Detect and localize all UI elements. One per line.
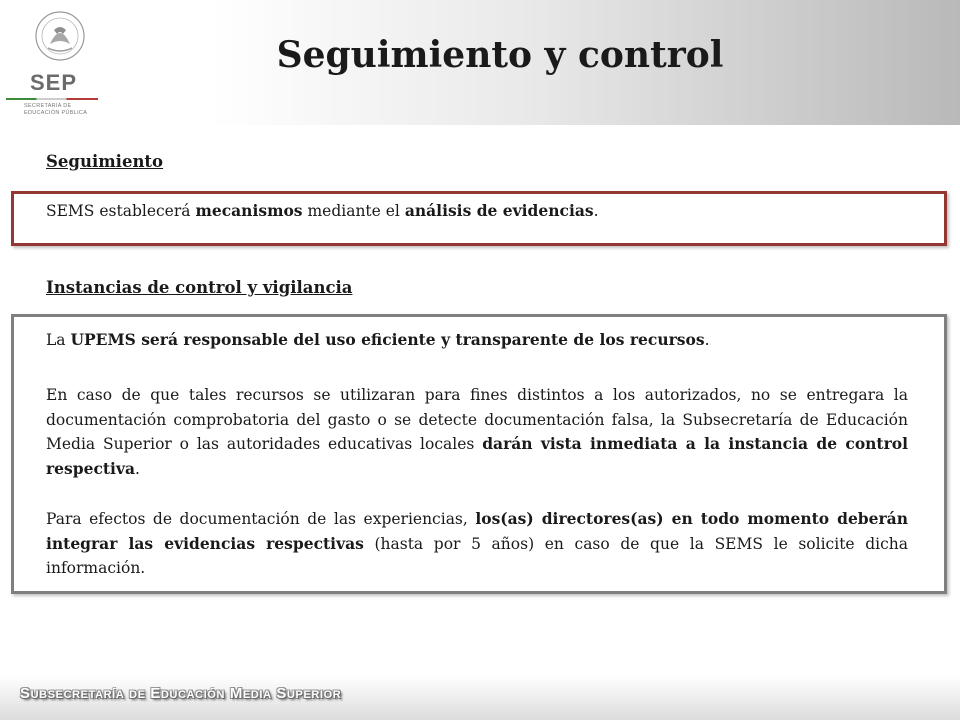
logo-acronym: SEP: [30, 70, 78, 95]
mexico-coat-of-arms-icon: [28, 8, 92, 64]
text-segment: .: [135, 459, 140, 478]
page-title: Seguimiento y control: [276, 34, 724, 76]
text-segment: SEMS establecerá: [46, 202, 196, 220]
bold-segment: mecanismos: [195, 201, 303, 220]
header-banner: [0, 0, 960, 125]
heading-seguimiento: Seguimiento: [46, 152, 164, 171]
bold-segment: UPEMS será responsable del uso eficiente y transparente de los recursos: [70, 330, 705, 349]
logo-subtitle-line2: EDUCACIÓN PÚBLICA: [24, 110, 88, 116]
bold-segment: los(as) directores(as) en todo momento deberán integrar las evidencias respectivas: [46, 509, 908, 553]
footer-text: Subsecretaría de Educación Media Superior: [20, 685, 342, 702]
text-segment: .: [593, 202, 599, 220]
sep-logo: [6, 6, 116, 118]
text-segment: .: [704, 331, 710, 349]
heading-instancias-control: Instancias de control y vigilancia: [46, 278, 353, 297]
text-segment: (hasta por 5 años) en caso de que la SEMS le solicite dicha información.: [46, 534, 908, 577]
control-paragraph-3: [46, 507, 908, 581]
bold-segment: análisis de evidencias: [404, 201, 594, 220]
control-paragraph-1: [46, 328, 908, 353]
text-segment: mediante el: [302, 202, 405, 220]
control-paragraph-2: [46, 383, 908, 481]
seguimiento-text: [46, 199, 908, 224]
bold-segment: darán vista inmediata a la instancia de control respectiva: [46, 434, 908, 478]
text-segment: En caso de que tales recursos se utilizaran para fines distintos a los autorizados, no se entregara la documentación comprobatoria del gasto o se detecte documentación falsa, la Subsecretaría de Educación Media Superior o las autoridades educativas locales: [46, 386, 908, 453]
logo-divider: [6, 98, 98, 100]
text-segment: La: [46, 331, 71, 349]
logo-subtitle-line1: SECRETARÍA DE: [24, 103, 72, 109]
text-segment: Para efectos de documentación de las experiencias,: [46, 510, 476, 528]
